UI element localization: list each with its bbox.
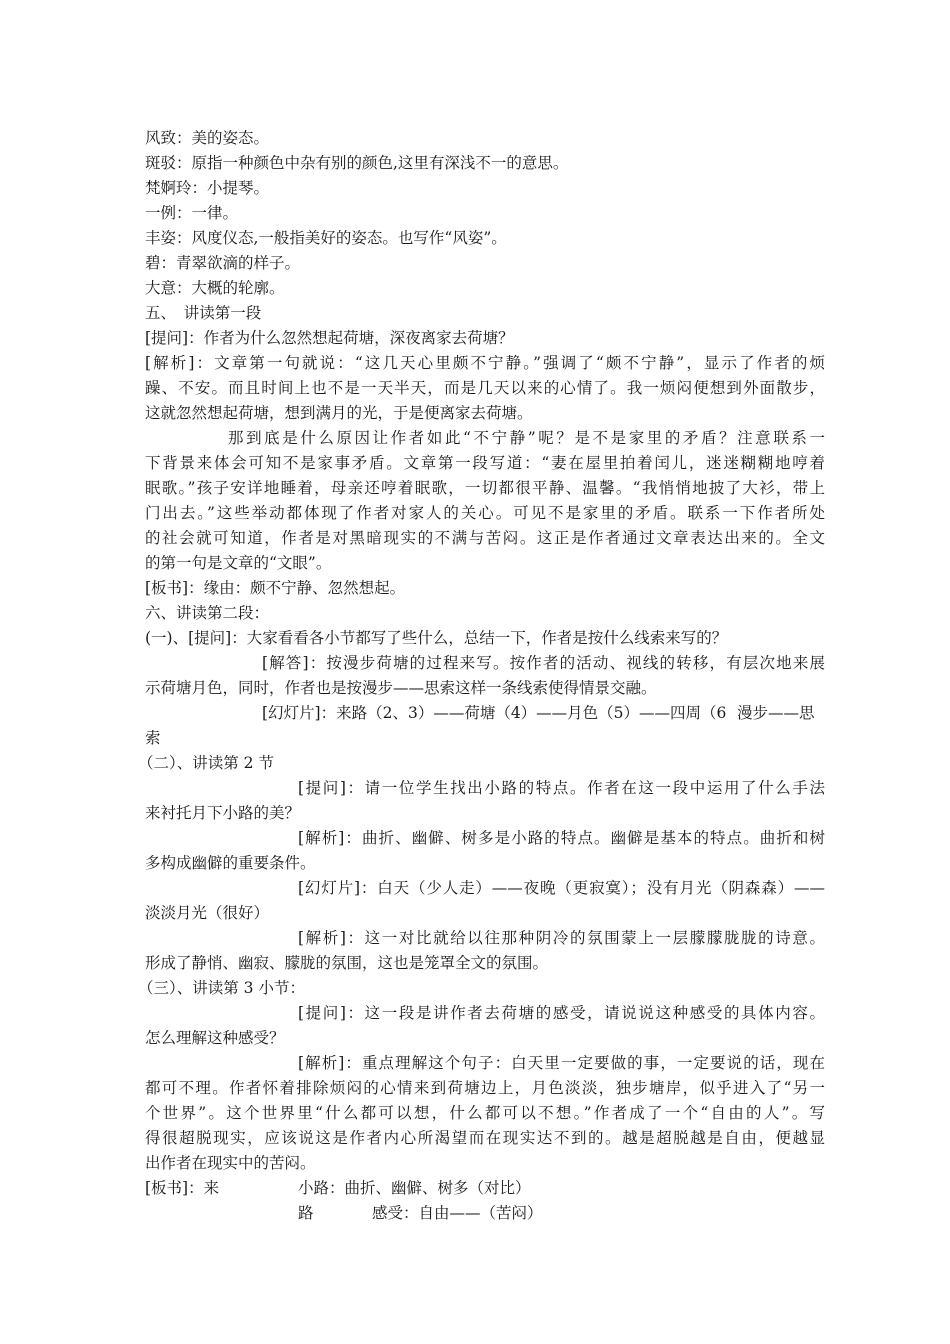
vocab-item: 一例：一律。	[145, 204, 239, 222]
part-2-analysis2-line: [解析]：这一对比就给以往那种阴冷的氛围蒙上一层朦朦胧胧的诗意。	[298, 929, 825, 947]
part-1-answer-line: 示荷塘月色，同时，作者也是按漫步——思索这样一条线索使得情景交融。	[145, 679, 657, 697]
vocab-item: 斑驳：原指一种颜色中杂有别的颜色,这里有深浅不一的意思。	[145, 154, 569, 172]
part-2-analysis-line: 多构成幽僻的重要条件。	[145, 854, 316, 872]
section-5-paragraph-line: 下背景来体会可知不是家事矛盾。文章第一段写道：“妻在屋里拍着闰儿，迷迷糊糊地哼着	[145, 454, 825, 472]
part-3-analysis-line: 个世界”。这个世界里“什么都可以想，什么都可以不想。”作者成了一个“自由的人”。写	[145, 1104, 825, 1122]
part-2-slide-line: [幻灯片]：白天（少人走）——夜晚（更寂寞）；没有月光（阴森森）——	[298, 879, 825, 897]
part-3-analysis-line: 得很超脱现实，应该说这是作者内心所渴望而在现实达不到的。越是超脱越是自由，便越显	[145, 1129, 825, 1147]
part-2-heading: （二）、讲读第 2 节	[138, 754, 274, 772]
section-5-paragraph-line: 的第一句是文章的“文眼”。	[145, 554, 332, 572]
part-1-question: (一)、[提问]：大家看看各小节都写了些什么，总结一下，作者是按什么线索来写的？	[145, 629, 728, 647]
part-2-question-line: 来衬托月下小路的美？	[145, 804, 301, 822]
board-label: [板书]：来	[145, 1179, 220, 1197]
part-3-analysis-line: 都可不理。作者怀着排除烦闷的心情来到荷塘边上，月色淡淡，独步塘岸，似乎进入了“另一	[145, 1079, 825, 1097]
part-2-analysis2-line: 形成了静悄、幽寂、朦胧的氛围，这也是笼罩全文的氛围。	[145, 954, 549, 972]
vocab-item: 大意：大概的轮廓。	[145, 279, 285, 297]
part-1-slide-tail: 漫步——思	[737, 704, 815, 722]
section-5-heading: 五、 讲读第一段	[145, 304, 262, 322]
part-2-slide-line: 淡淡月光（很好）	[145, 904, 270, 922]
section-5-question: [提问]：作者为什么忽然想起荷塘，深夜离家去荷塘？	[145, 329, 514, 347]
section-5-analysis-line: 这就忽然想起荷塘，想到满月的光，于是便离家去荷塘。	[145, 404, 533, 422]
section-5-analysis-line: 躁、不安。而且时间上也不是一天半天，而是几天以来的心情了。我一烦闷便想到外面散步，	[145, 379, 825, 397]
section-5-paragraph-line: 门出去。”这些举动都体现了作者对家人的关心。可见不是家里的矛盾。联系一下作者所处	[145, 504, 825, 522]
part-3-analysis-line: 出作者在现实中的苦闷。	[145, 1154, 316, 1172]
board-feeling: 感受：自由——（苦闷）	[372, 1204, 543, 1222]
vocab-item: 风致：美的姿态。	[145, 129, 270, 147]
part-1-answer-line: [解答]：按漫步荷塘的过程来写。按作者的活动、视线的转移，有层次地来展	[262, 654, 825, 672]
vocab-item: 碧：青翠欲滴的样子。	[145, 254, 301, 272]
part-3-question-line: [提问]：这一段是讲作者去荷塘的感受，请说说这种感受的具体内容。	[298, 1004, 825, 1022]
section-5-analysis-line: [解析]：文章第一句就说：“这几天心里颇不宁静。”强调了“颇不宁静”，显示了作者的烦	[145, 354, 825, 372]
part-1-slide-line: 索	[145, 729, 161, 747]
section-6-heading: 六、讲读第二段：	[145, 604, 270, 622]
part-2-analysis-line: [解析]：曲折、幽僻、树多是小路的特点。幽僻是基本的特点。曲折和树	[298, 829, 825, 847]
part-3-analysis-line: [解析]：重点理解这个句子：白天里一定要做的事，一定要说的话，现在	[298, 1054, 825, 1072]
part-3-question-line: 怎么理解这种感受？	[145, 1029, 285, 1047]
vocab-item: 丰姿：风度仪态,一般指美好的姿态。也写作“风姿”。	[145, 229, 507, 247]
board-path-char: 路	[298, 1204, 314, 1222]
part-2-question-line: [提问]：请一位学生找出小路的特点。作者在这一段中运用了什么手法	[298, 779, 825, 797]
vocab-item: 梵婀玲：小提琴。	[145, 179, 270, 197]
part-3-heading: （三）、讲读第 3 小节：	[138, 979, 305, 997]
section-5-paragraph-line: 那到底是什么原因让作者如此“不宁静”呢？是不是家里的矛盾？注意联系一	[228, 429, 825, 447]
section-5-board: [板书]：缘由：颇不宁静、忽然想起。	[145, 579, 406, 597]
part-1-slide-text: [幻灯片]：来路（2、3）——荷塘（4）——月色（5）——四周（6	[262, 704, 727, 722]
section-5-paragraph-line: 的社会就可知道，作者是对黑暗现实的不满与苦闷。这正是作者通过文章表达出来的。全文	[145, 529, 825, 547]
board-path-features: 小路：曲折、幽僻、树多（对比）	[298, 1179, 531, 1197]
section-5-paragraph-line: 眠歌。”孩子安详地睡着，母亲还哼着眠歌，一切都很平静、温馨。“我悄悄地披了大衫，带上	[145, 479, 825, 497]
